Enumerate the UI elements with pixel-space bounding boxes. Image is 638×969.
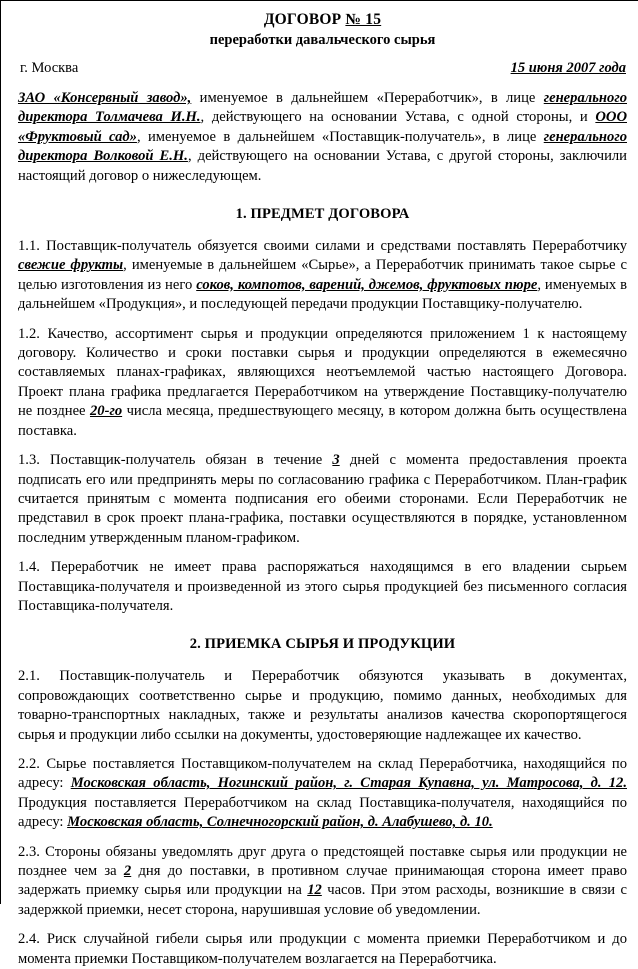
clause-number: 1.2. [18,325,40,342]
clause-text: Качество, ассортимент сырья и продукции определяются приложением 1 к настоящему договору. Количество и сроки поставки сырья и продукции определяются в ежемесячно составляемых планах-графиках, являющихся неотъемлемой частью настоящего Договора. Проект плана графика предлагается Переработчиком на утверждение Поставщику-получателю не позднее [18,325,627,420]
contract-date: 15 июня 2007 года [510,60,626,76]
clause-text: , именуемых в дальнейшем «Продукция», и последующей передачи продукции Поставщику-получателю. [18,276,628,313]
clause-paragraph [18,843,627,921]
clause-paragraph [18,325,627,441]
clause-filled-value: 3 [332,452,340,469]
clause-paragraph [18,667,627,745]
clause-paragraph [18,558,627,616]
document-title-word: ДОГОВОР [263,11,342,28]
clause-number: 1.4. [18,559,40,576]
clause-paragraph [18,755,627,833]
clause-text: числа месяца, предшествующего месяцу, в котором должна быть осуществлена поставка. [18,403,627,439]
clause-number: 2.1. [18,668,40,685]
preamble-paragraph [18,89,627,186]
clause-text: Поставщик-получатель обязан в течение [39,452,333,469]
party-processor-name: ЗАО «Консервный завод», [18,90,192,106]
clause-number: 2.4. [18,931,40,948]
clause-text: Продукция поставляется Переработчиком на склад Поставщика-получателя, находящийся по адресу: [18,794,627,831]
clause-text: Сырье поставляется Поставщиком-получателем на склад Переработчика, находящийся по адресу: [18,755,627,792]
document-number: № 15 [345,11,382,28]
clause-text: дня до поставки, в противном случае принимающая сторона имеет право задержать приемку сырья или продукции на [18,863,627,899]
clause-paragraph [18,237,627,315]
clause-text: часов. При этом расходы, возникшие в связи с задержкой приемки, несет сторона, нарушившая условие об уведомлении. [18,882,627,918]
clause-number: 1.3. [18,452,40,469]
clause-filled-value: Московская область, Ногинский район, г. Старая Купавна, ул. Матросова, д. 12. [70,775,627,792]
clause-text: дней с момента предоставления проекта подписать его или предпринять меры по согласованию графика с Переработчиком. План-график считается принятым с момента подписания его обеими сторонами. Если Переработчик не представил в срок проект плана-графика, поставки осуществляются в порядке, установленном последним утвержденным планом-графиком. [18,452,627,546]
city-label: г. Москва [20,60,79,76]
clause-number: 2.2. [18,755,40,772]
preamble-text-2: , действующего на основании Устава, с одной стороны, и [200,109,596,126]
clause-text: Поставщик-получатель и Переработчик обязуются указывать в документах, сопровождающих соответственно сырье и продукцию, помимо данных, необходимых для товарно-транспортных накладных, также и результаты анализов качества скоропортящегося сырья и продукции либо ссылки на документы, удостоверяющие надлежащее их качество. [18,668,627,743]
place-date-line [18,59,627,78]
clause-filled-value: Московская область, Солнечногорский район, д. Алабушево, д. 10. [67,814,493,831]
clause-filled-value: 12 [307,882,322,899]
party-supplier-name: ООО «Фруктовый сад» [18,109,627,145]
party-supplier-representative: генерального директора Волковой Е.Н. [18,128,627,165]
preamble-text-3: , именуемое в дальнейшем «Поставщик-получатель», в лице [136,128,544,145]
section-heading: 2. ПРИЕМКА СЫРЬЯ И ПРОДУКЦИИ [189,636,456,653]
clause-text: Переработчик не имеет права распоряжаться находящимся в его владении сырьем Поставщика-получателя и произведенной из этого сырья продукцией без письменного согласия Поставщика-получателя. [18,559,627,614]
sections-container [18,205,627,969]
clause-number: 2.3. [18,843,40,860]
clause-paragraph [18,451,627,548]
preamble-text-4: , действующего на основании Устава, с другой стороны, заключили настоящий договор о нижеследующем. [18,148,627,184]
document-subtitle: переработки давальческого сырья [209,32,436,48]
clause-text: , именуемые в дальнейшем «Сырье», а Переработчик принимать такое сырье с целью изготовления из него [18,257,628,293]
section-heading: 1. ПРЕДМЕТ ДОГОВОРА [235,206,410,223]
clause-text: Поставщик-получатель обязуется своими силами и средствами поставлять Переработчику [39,238,627,255]
clause-filled-value: соков, компотов, варений, джемов, фруктовых пюре [196,276,538,293]
clause-text: Стороны обязаны уведомлять друг друга о предстоящей поставке сырья или продукции не позднее чем за [18,843,627,879]
preamble-text-1: именуемое в дальнейшем «Переработчик», в лице [191,90,544,106]
clause-filled-value: 20-го [89,403,123,420]
party-processor-representative: генерального директора Толмачева И.Н. [18,90,627,126]
clause-filled-value: 2 [123,863,132,879]
clause-paragraph [18,930,627,969]
document-title [18,10,627,30]
clause-filled-value: свежие фрукты [18,257,124,274]
clause-text: Риск случайной гибели сырья или продукции с момента приемки Переработчиком и до момента приемки Поставщиком-получателем возлагается на Переработчика. [18,931,627,967]
clause-number: 1.1. [18,238,40,255]
